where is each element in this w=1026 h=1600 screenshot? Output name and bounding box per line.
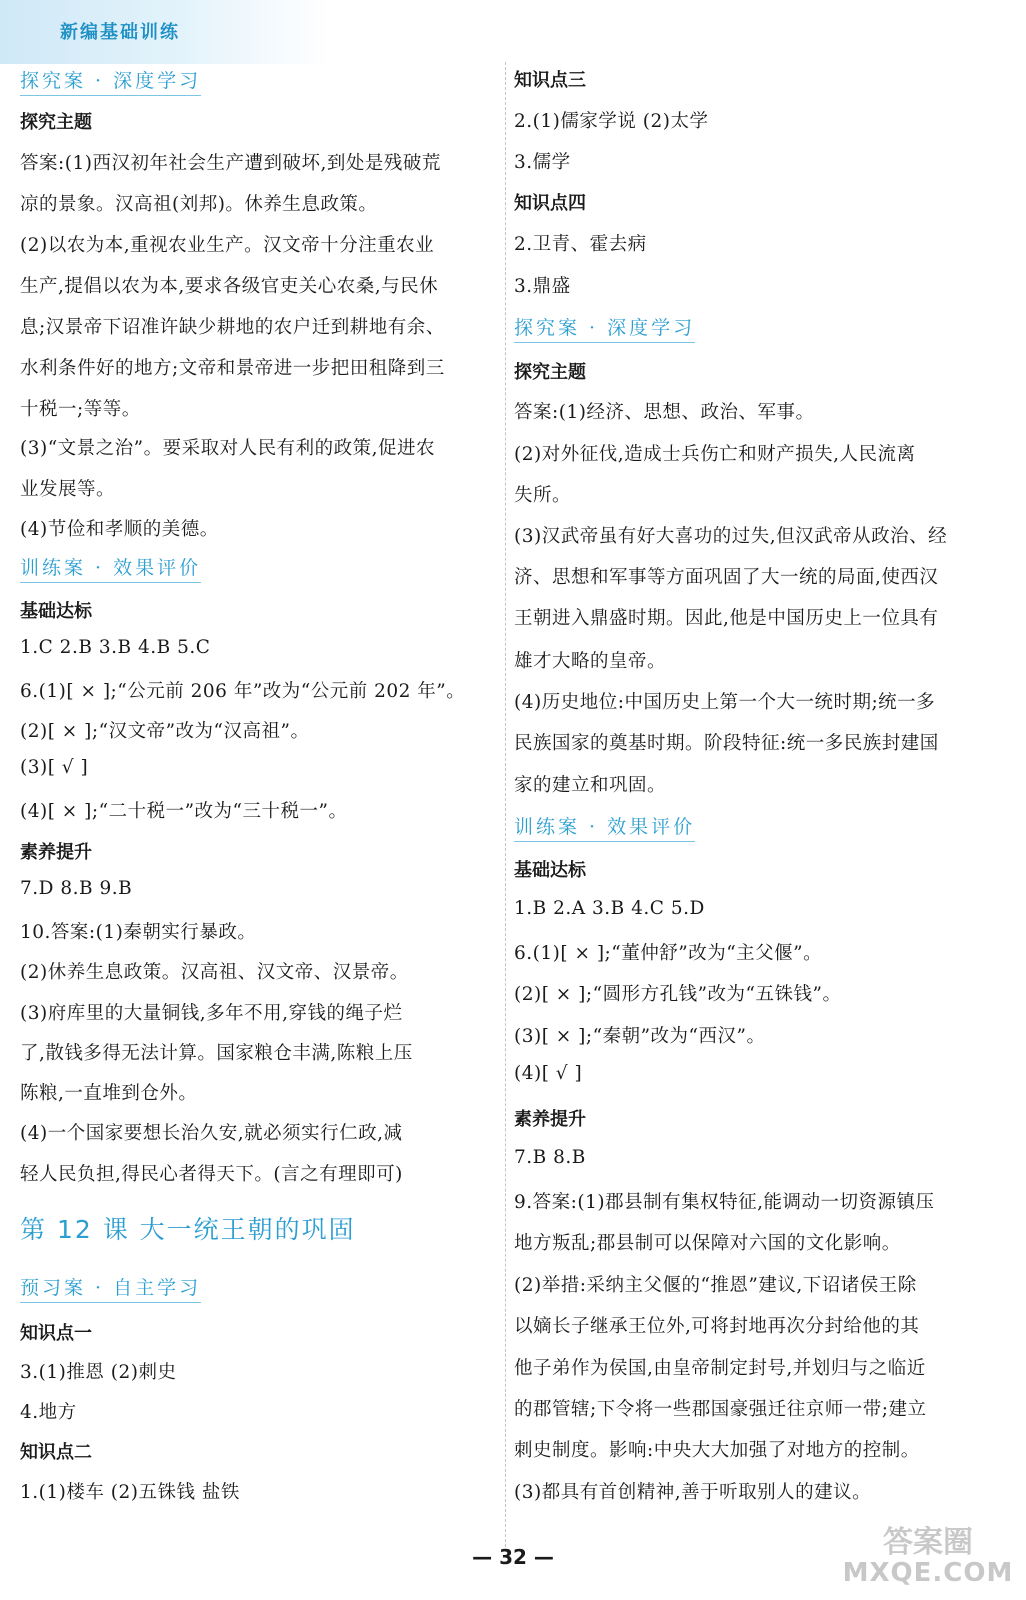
text-line: (4)节俭和孝顺的美德。 — [20, 519, 219, 540]
text-line: (2)休养生息政策。汉高祖、汉文帝、汉景帝。 — [20, 962, 409, 983]
text-line: 业发展等。 — [20, 479, 116, 500]
line-block — [514, 1271, 1014, 1297]
line-block — [514, 980, 1014, 1006]
line-block — [514, 729, 1014, 755]
text-line: (2)以农为本,重视农业生产。汉文帝十分注重农业 — [20, 235, 435, 256]
line-block — [514, 148, 1014, 174]
line-block — [514, 647, 1014, 673]
text-line: 地方叛乱;郡县制可以保障对六国的文化影响。 — [514, 1233, 901, 1254]
line-block — [514, 1354, 1014, 1380]
line-block — [20, 878, 498, 899]
text-line: 9.答案:(1)郡县制有集权特征,能调动一切资源镇压 — [514, 1192, 935, 1213]
watermark-logo — [838, 1525, 1018, 1592]
text-line: 10.答案:(1)秦朝实行暴政。 — [20, 922, 257, 943]
text-line: 王朝进入鼎盛时期。因此,他是中国历史上一位具有 — [514, 608, 939, 629]
text-line: 济、思想和军事等方面巩固了大一统的局面,使西汉 — [514, 567, 939, 588]
line-block — [514, 398, 1014, 424]
line-block — [514, 1312, 1014, 1338]
column-divider — [505, 62, 506, 1552]
text-line: (2)[ × ];“圆形方孔钱”改为“五铢钱”。 — [514, 984, 842, 1005]
text-line: 家的建立和巩固。 — [514, 775, 667, 796]
text-line: 答案:(1)经济、思想、政治、军事。 — [514, 402, 815, 423]
line-block — [20, 1273, 498, 1303]
line-block — [20, 999, 498, 1025]
line-block — [20, 797, 498, 823]
line-block — [514, 898, 1014, 919]
text-line: (2)举措:采纳主父偃的“推恩”建议,下诏诸侯王除 — [514, 1275, 917, 1296]
line-block — [514, 939, 1014, 965]
line-block — [514, 230, 1014, 256]
text-line: (3)[ × ];“秦朝”改为“西汉”。 — [514, 1026, 766, 1047]
text-line: 3.儒学 — [514, 152, 571, 173]
text-line: (3)“文景之治”。要采取对人民有利的政策,促进农 — [20, 438, 436, 459]
text-line: 3.鼎盛 — [514, 276, 571, 297]
section-header: 探究案 · 深度学习 — [514, 313, 695, 343]
line-block — [514, 1395, 1014, 1421]
subheading: 知识点四 — [514, 193, 586, 214]
section-header: 训练案 · 效果评价 — [514, 812, 695, 842]
line-block — [20, 1438, 498, 1464]
line-block — [20, 637, 498, 658]
line-block — [514, 189, 1014, 215]
text-line: 3.(1)推恩 (2)刺史 — [20, 1362, 177, 1383]
text-line: (2)对外征伐,造成士兵伤亡和财产损失,人民流离 — [514, 444, 916, 465]
subheading: 基础达标 — [514, 860, 586, 881]
line-block — [20, 434, 498, 460]
text-line: 雄才大略的皇帝。 — [514, 651, 667, 672]
line-block — [20, 475, 498, 501]
line-block — [20, 1358, 498, 1384]
text-line: 他子弟作为侯国,由皇帝制定封号,并划归与之临近 — [514, 1358, 926, 1379]
header-title: 新编基础训练 — [60, 22, 180, 43]
subheading: 素养提升 — [514, 1109, 586, 1130]
subheading: 知识点二 — [20, 1442, 92, 1463]
text-line: 刺史制度。影响:中央大大加强了对地方的控制。 — [514, 1440, 920, 1461]
line-block — [20, 717, 498, 743]
line-block — [20, 272, 498, 298]
text-line: 十税一;等等。 — [20, 399, 141, 420]
text-line: (3)[ √ ] — [20, 757, 89, 778]
text-line: 失所。 — [514, 485, 572, 506]
line-block — [20, 1160, 498, 1186]
text-line: 水利条件好的地方;文帝和景帝进一步把田租降到三 — [20, 358, 445, 379]
line-block — [514, 272, 1014, 298]
line-block — [514, 856, 1014, 882]
line-block — [20, 1119, 498, 1145]
line-block — [20, 149, 498, 175]
line-block — [20, 354, 498, 380]
line-block — [514, 688, 1014, 714]
line-block — [514, 1147, 1014, 1168]
text-line: 6.(1)[ × ];“公元前 206 年”改为“公元前 202 年”。 — [20, 681, 466, 702]
text-line: 息;汉景帝下诏准许缺少耕地的农户迁到耕地有余、 — [20, 317, 445, 338]
line-block — [514, 1105, 1014, 1131]
line-block — [514, 358, 1014, 384]
text-line: 2.卫青、霍去病 — [514, 234, 647, 255]
line-block — [20, 66, 498, 96]
line-block — [20, 958, 498, 984]
text-line: 4.地方 — [20, 1402, 77, 1423]
text-line: 1.(1)楼车 (2)五铢钱 盐铁 — [20, 1482, 240, 1503]
text-line: 7.B 8.B — [514, 1147, 586, 1168]
line-block — [20, 231, 498, 257]
line-block — [514, 1063, 1014, 1084]
subheading: 探究主题 — [20, 112, 92, 133]
watermark-bottom-text: MXQE.COM — [842, 1558, 1014, 1588]
subheading: 知识点一 — [20, 1323, 92, 1344]
text-line: 的郡管辖;下令将一些郡国豪强迁往京师一带;建立 — [514, 1399, 927, 1420]
text-line: (3)府库里的大量铜钱,多年不用,穿钱的绳子烂 — [20, 1003, 403, 1024]
text-line: 1.B 2.A 3.B 4.C 5.D — [514, 898, 705, 919]
section-header: 探究案 · 深度学习 — [20, 66, 201, 96]
text-line: 1.C 2.B 3.B 4.B 5.C — [20, 637, 211, 658]
line-block — [514, 1229, 1014, 1255]
text-line: 凉的景象。汉高祖(刘邦)。休养生息政策。 — [20, 194, 378, 215]
line-block — [514, 771, 1014, 797]
line-block — [20, 1319, 498, 1345]
lesson-title: 第 12 课 大一统王朝的巩固 — [20, 1215, 356, 1244]
line-block — [514, 1436, 1014, 1462]
text-line: 轻人民负担,得民心者得天下。(言之有理即可) — [20, 1164, 403, 1185]
line-block — [20, 553, 498, 583]
text-line: 生产,提倡以农为本,要求各级官吏关心农桑,与民休 — [20, 276, 439, 297]
line-block — [514, 313, 1014, 343]
text-line: (4)一个国家要想长治久安,就必须实行仁政,减 — [20, 1123, 403, 1144]
line-block — [20, 395, 498, 421]
text-line: 陈粮,一直堆到仓外。 — [20, 1083, 198, 1104]
line-block — [20, 1478, 498, 1504]
line-block — [20, 918, 498, 944]
line-block — [514, 107, 1014, 133]
text-line: 了,散钱多得无法计算。国家粮仓丰满,陈粮上压 — [20, 1043, 413, 1064]
line-block — [20, 190, 498, 216]
line-block — [20, 757, 498, 778]
line-block — [514, 481, 1014, 507]
text-line: 答案:(1)西汉初年社会生产遭到破坏,到处是残破荒 — [20, 153, 441, 174]
line-block — [514, 1022, 1014, 1048]
subheading: 基础达标 — [20, 601, 92, 622]
line-block — [20, 313, 498, 339]
text-line: 民族国家的奠基时期。阶段特征:统一多民族封建国 — [514, 733, 939, 754]
page-number: — 32 — — [472, 1545, 554, 1569]
text-line: 7.D 8.B 9.B — [20, 878, 133, 899]
line-block — [514, 812, 1014, 842]
line-block — [514, 66, 1014, 92]
section-header: 预习案 · 自主学习 — [20, 1273, 201, 1303]
text-line: (3)汉武帝虽有好大喜功的过失,但汉武帝从政治、经 — [514, 526, 948, 547]
line-block — [20, 677, 498, 703]
header-banner — [0, 0, 330, 64]
line-block — [20, 838, 498, 864]
text-line: 2.(1)儒家学说 (2)太学 — [514, 111, 709, 132]
text-line: (2)[ × ];“汉文帝”改为“汉高祖”。 — [20, 721, 310, 742]
line-block — [20, 1398, 498, 1424]
line-block — [20, 1210, 498, 1246]
text-line: 以嫡长子继承王位外,可将封地再次分封给他的其 — [514, 1316, 920, 1337]
line-block — [20, 1079, 498, 1105]
line-block — [514, 440, 1014, 466]
line-block — [514, 563, 1014, 589]
section-header: 训练案 · 效果评价 — [20, 553, 201, 583]
line-block — [514, 1188, 1014, 1214]
text-line: 6.(1)[ × ];“董仲舒”改为“主父偃”。 — [514, 943, 823, 964]
text-line: (4)历史地位:中国历史上第一个大一统时期;统一多 — [514, 692, 936, 713]
watermark-top-text: 答案圈 — [883, 1525, 973, 1560]
line-block — [514, 604, 1014, 630]
line-block — [20, 1039, 498, 1065]
subheading: 知识点三 — [514, 70, 586, 91]
line-block — [20, 515, 498, 541]
text-line: (3)都具有首创精神,善于听取别人的建议。 — [514, 1482, 872, 1503]
text-line: (4)[ √ ] — [514, 1063, 583, 1084]
line-block — [514, 522, 1014, 548]
subheading: 素养提升 — [20, 842, 92, 863]
text-line: (4)[ × ];“二十税一”改为“三十税一”。 — [20, 801, 348, 822]
line-block — [514, 1478, 1014, 1504]
line-block — [20, 597, 498, 623]
subheading: 探究主题 — [514, 362, 586, 383]
line-block — [20, 108, 498, 134]
